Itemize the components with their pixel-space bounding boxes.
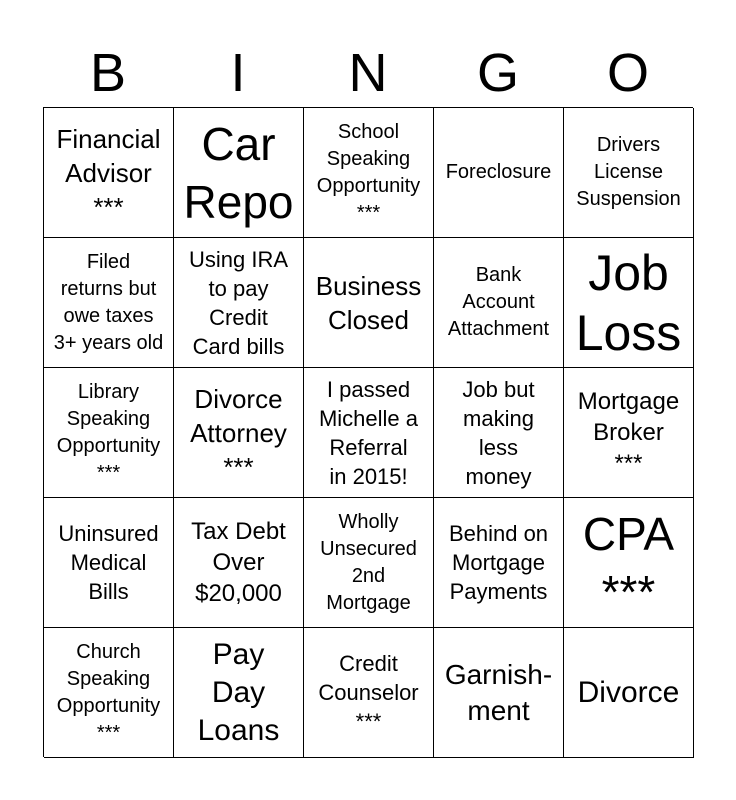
bingo-cell[interactable]: Credit Counselor *** bbox=[304, 628, 434, 758]
bingo-cell[interactable]: Library Speaking Opportunity *** bbox=[44, 368, 174, 498]
bingo-cell[interactable]: Divorce bbox=[564, 628, 694, 758]
bingo-header bbox=[43, 40, 693, 106]
bingo-cell[interactable]: Foreclosure bbox=[434, 108, 564, 238]
header-letter-i: I bbox=[230, 43, 246, 103]
bingo-cell[interactable]: Drivers License Suspension bbox=[564, 108, 694, 238]
bingo-cell[interactable]: Pay Day Loans bbox=[174, 628, 304, 758]
bingo-cell[interactable]: Garnish- ment bbox=[434, 628, 564, 758]
bingo-cell[interactable]: Filed returns but owe taxes 3+ years old bbox=[44, 238, 174, 368]
bingo-cell[interactable]: I passed Michelle a Referral in 2015! bbox=[304, 368, 434, 498]
header-letter-b: B bbox=[89, 43, 127, 103]
bingo-cell[interactable]: Divorce Attorney *** bbox=[174, 368, 304, 498]
bingo-cell[interactable]: Using IRA to pay Credit Card bills bbox=[174, 238, 304, 368]
bingo-cell[interactable]: Financial Advisor *** bbox=[44, 108, 174, 238]
bingo-cell[interactable]: Mortgage Broker *** bbox=[564, 368, 694, 498]
bingo-cell[interactable]: Job but making less money bbox=[434, 368, 564, 498]
header-letter-n: N bbox=[348, 43, 388, 103]
bingo-cell[interactable]: Bank Account Attachment bbox=[434, 238, 564, 368]
bingo-cell[interactable]: CPA *** bbox=[564, 498, 694, 628]
bingo-cell[interactable]: Tax Debt Over $20,000 bbox=[174, 498, 304, 628]
header-letter-o: O bbox=[606, 43, 649, 103]
bingo-cell[interactable]: Uninsured Medical Bills bbox=[44, 498, 174, 628]
bingo-cell[interactable]: Church Speaking Opportunity *** bbox=[44, 628, 174, 758]
bingo-cell[interactable]: Wholly Unsecured 2nd Mortgage bbox=[304, 498, 434, 628]
bingo-cell[interactable]: School Speaking Opportunity *** bbox=[304, 108, 434, 238]
bingo-cell[interactable]: Business Closed bbox=[304, 238, 434, 368]
bingo-cell[interactable]: Car Repo bbox=[174, 108, 304, 238]
bingo-cell[interactable]: Job Loss bbox=[564, 238, 694, 368]
bingo-grid bbox=[43, 107, 693, 757]
bingo-cell[interactable]: Behind on Mortgage Payments bbox=[434, 498, 564, 628]
header-letter-g: G bbox=[476, 43, 519, 103]
